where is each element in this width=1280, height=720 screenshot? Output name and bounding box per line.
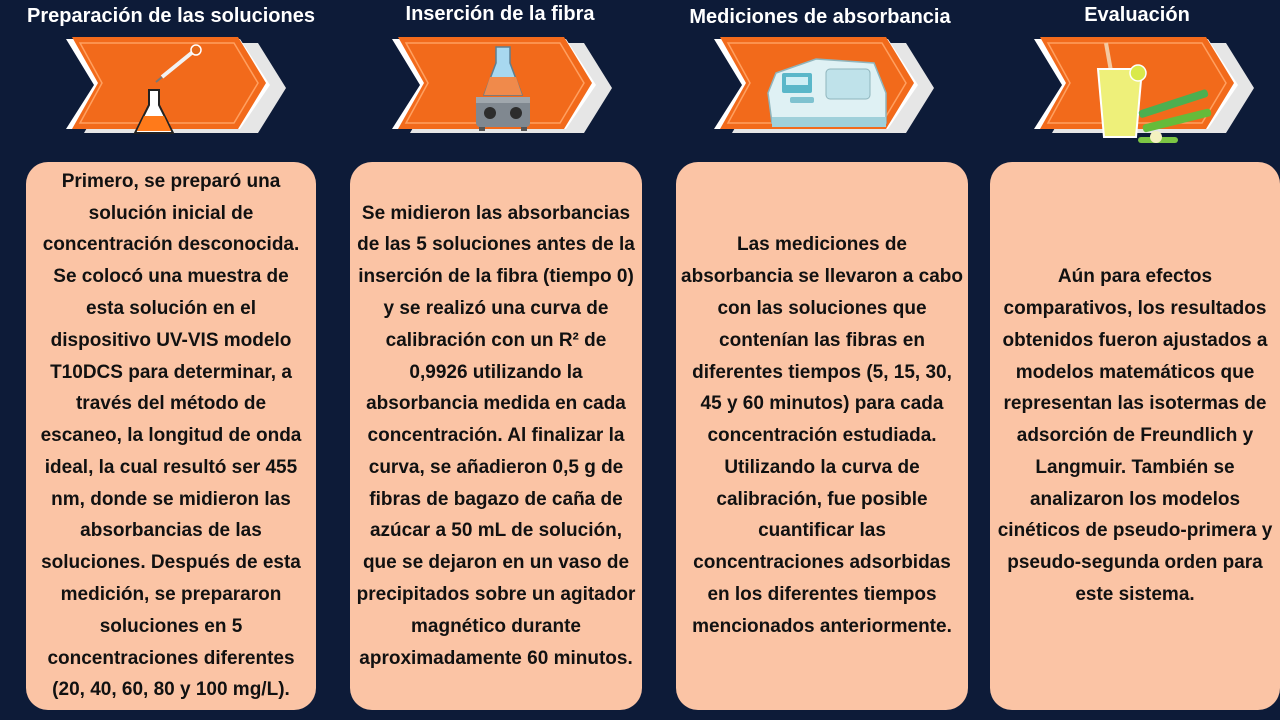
card-mediciones — [676, 162, 968, 710]
card-text-evaluacion: Aún para efectos comparativos, los resultados obtenidos fueron ajustados a modelos matemáticos que representan las isotermas de adsorción de Freundlich y Langmuir. También se analizaron los modelos cinéticos de pseudo-primera y pseudo-segunda orden para este sistema. — [997, 266, 1273, 606]
column-title-insercion: Inserción de la fibra — [405, 3, 595, 25]
column-title-evaluacion: Evaluación — [1084, 4, 1190, 26]
card-preparacion — [26, 162, 316, 710]
card-text-mediciones: Las mediciones de absorbancia se llevaron a cabo con las soluciones que contenían las fibras en diferentes tiempos (5, 15, 30, 45 y 60 minutos) para cada concentración estudiada. Utilizando la curva de calibración, fue posible cuantificar las concentraciones adsorbidas en los diferentes tiempos mencionados anteriormente. — [681, 234, 963, 637]
card-evaluacion — [990, 162, 1280, 710]
column-title-mediciones: Mediciones de absorbancia — [689, 6, 951, 28]
step-arrow-mediciones — [706, 33, 936, 143]
step-arrow-evaluacion — [1026, 33, 1256, 143]
card-text-insercion: Se midieron las absorbancias de las 5 soluciones antes de la inserción de la fibra (tiempo 0) y se realizó una curva de calibración con un R² de 0,9926 utilizando la absorbancia medida en cada concentración. Al finalizar la curva, se añadieron 0,5 g de fibras de bagazo de caña de azúcar a 50 mL de solución, que se dejaron en un vaso de precipitados sobre un agitador magnético durante aproximadamente 60 minutos. — [356, 202, 636, 669]
column-title-preparacion: Preparación de las soluciones — [27, 5, 315, 27]
spectrophotometer-icon — [768, 59, 886, 127]
step-arrow-insercion — [384, 33, 614, 143]
step-arrow-preparacion — [58, 33, 288, 143]
card-insercion — [350, 162, 642, 710]
card-text-preparacion: Primero, se preparó una solución inicial de concentración desconocida. Se colocó una muestra de esta solución en el dispositivo UV-VIS modelo T10DCS para determinar, a través del método de escaneo, la longitud de onda ideal, la cual resultó ser 455 nm, donde se midieron las absorbancias de las soluciones. Después de esta medición, se prepararon soluciones en 5 concentraciones diferentes (20, 40, 60, 80 y 100 mg/L). — [40, 170, 302, 701]
